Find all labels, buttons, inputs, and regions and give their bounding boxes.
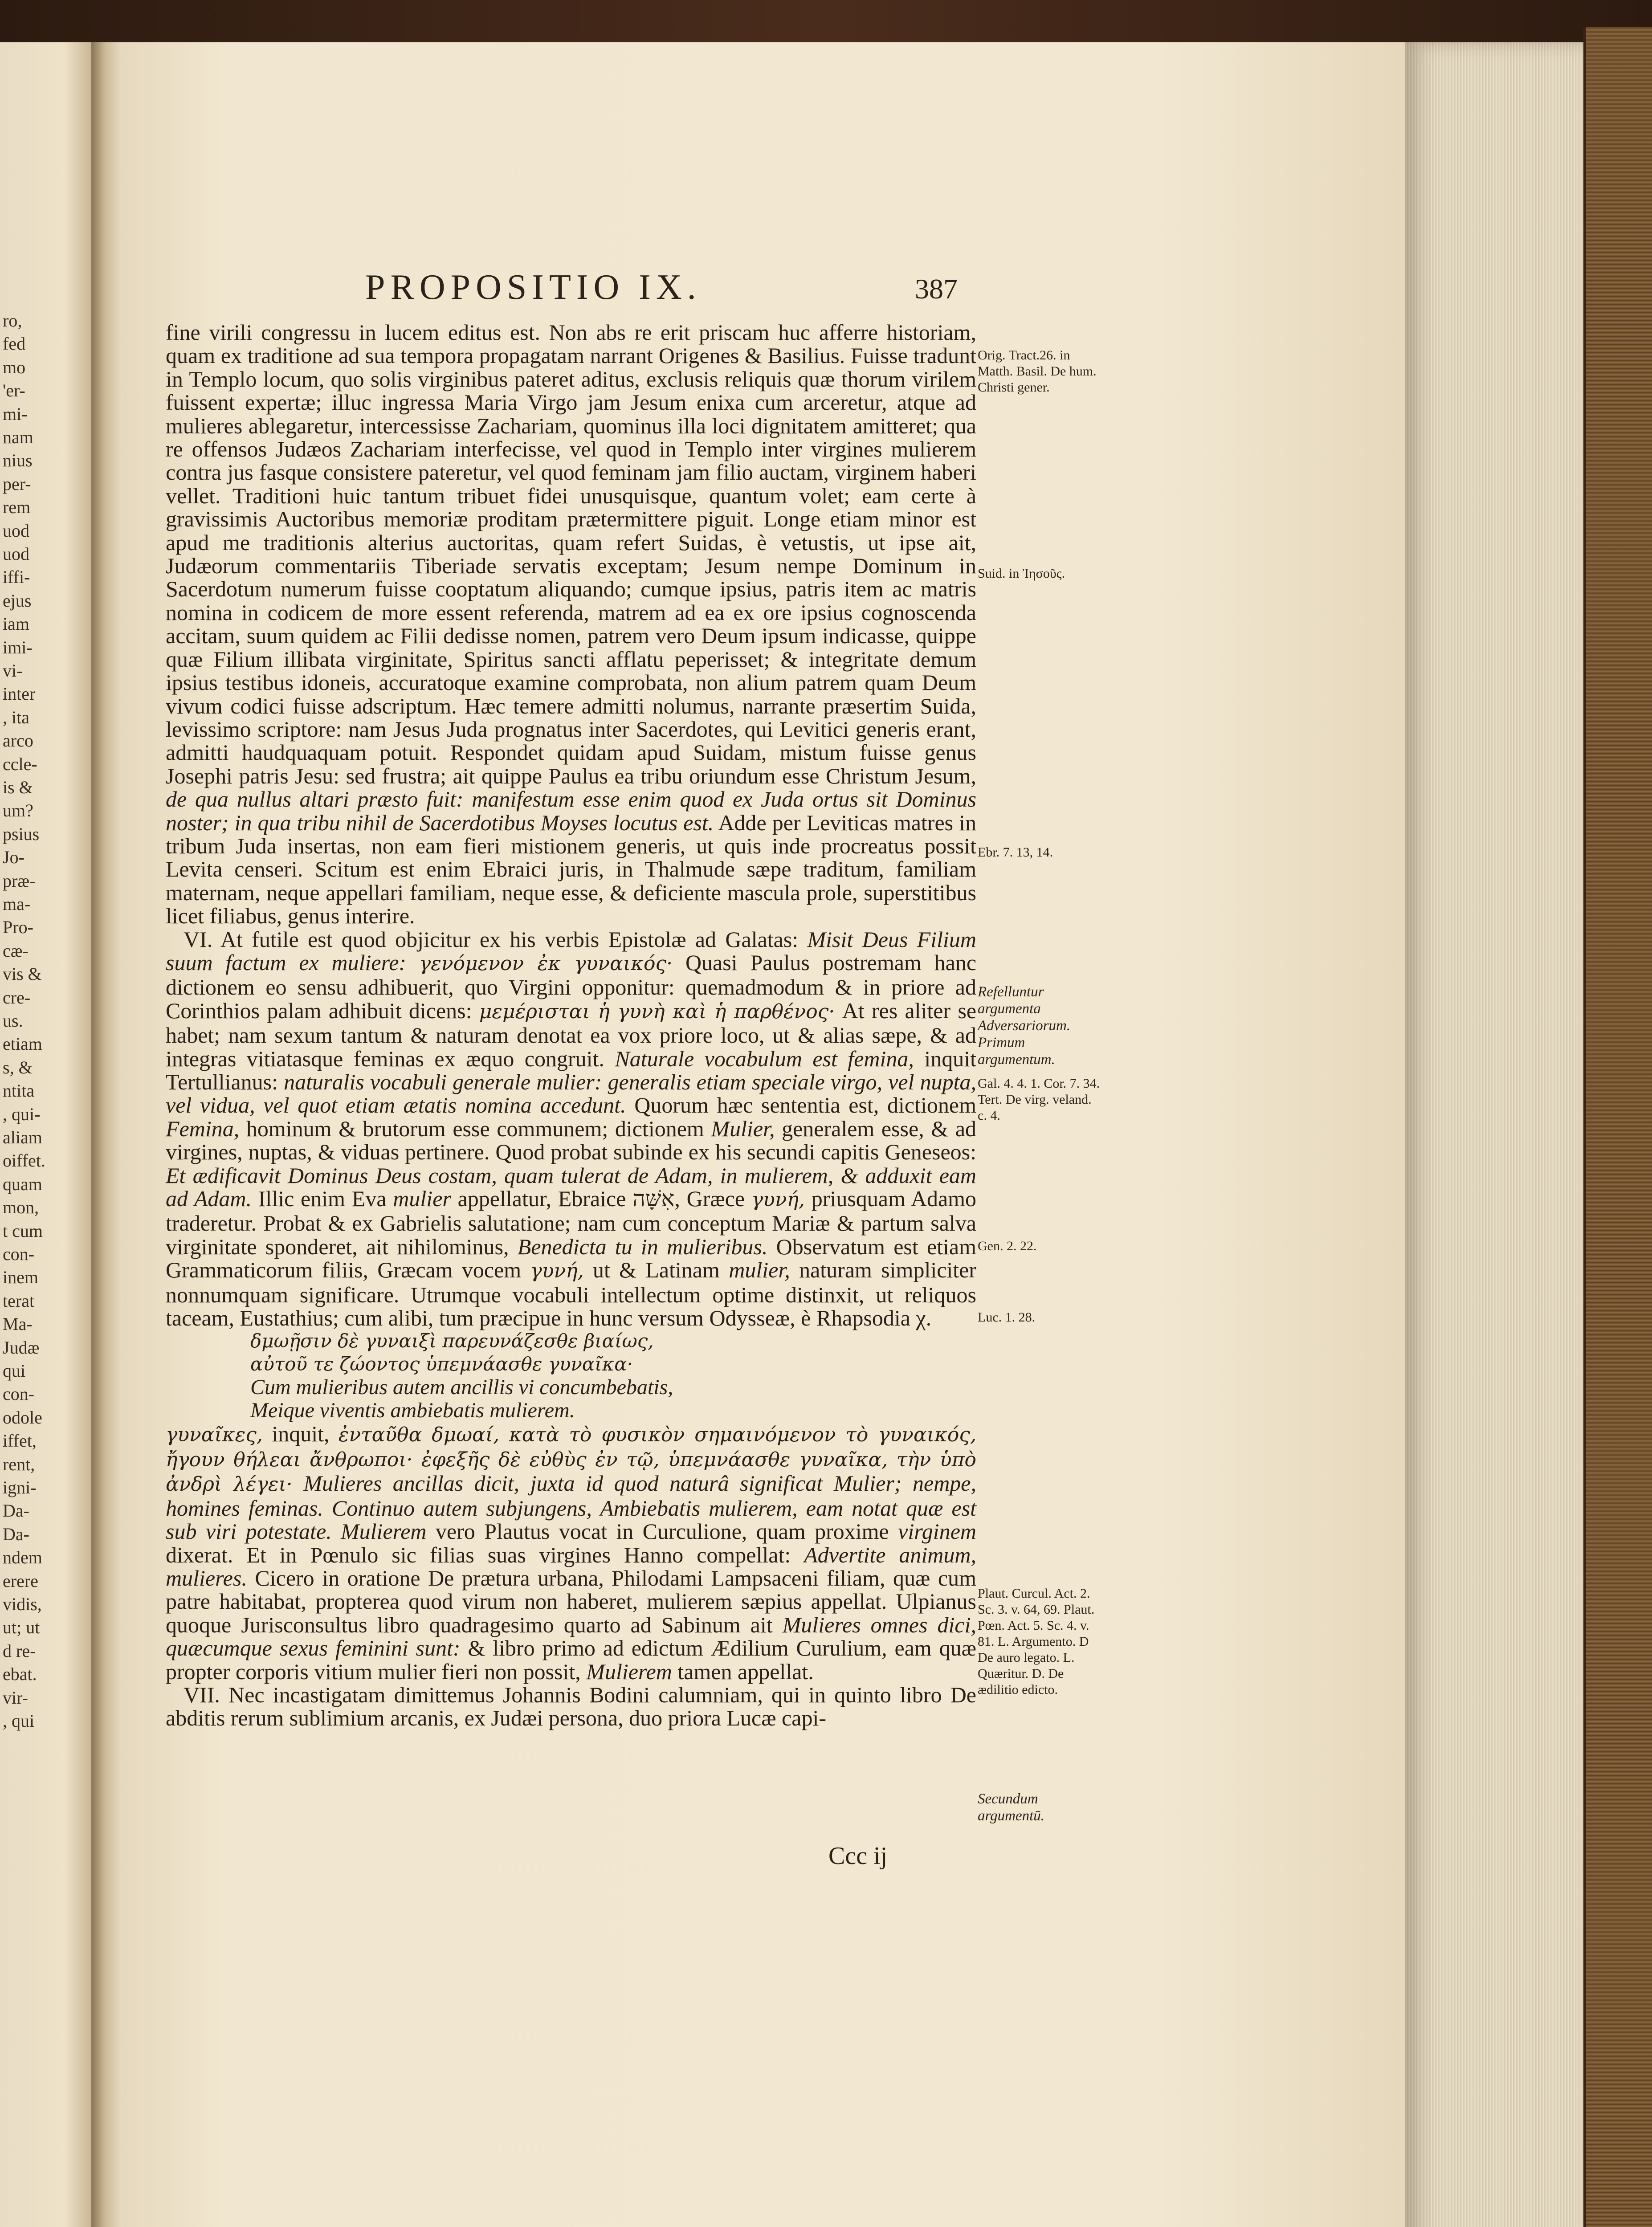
- left-page-fragment: ccle-: [3, 754, 37, 774]
- left-page-fragment: etiam: [3, 1034, 42, 1054]
- left-page-fragment: Ma-: [3, 1314, 33, 1334]
- signature-mark: Ccc ij: [828, 1842, 888, 1870]
- left-page-fragment: mi-: [3, 404, 28, 424]
- text-run: ut & Latinam: [592, 1257, 720, 1283]
- quote-italic: Advertite animum, mulieres.: [166, 1542, 977, 1591]
- left-page-fragment: ma-: [3, 894, 31, 914]
- text-run: naturam simpliciter nonnumquam significare. Utrumque vocabuli intellectum optime distinxit, ut reliquos taceam, Eustathius; cum alibi, tum præcipue in hunc versum Odysseæ, è Rhapsodia χ.: [166, 1257, 977, 1331]
- section-vi: [166, 928, 976, 1330]
- main-text: [166, 321, 976, 1730]
- left-page-fragment: iffet,: [3, 1431, 37, 1451]
- left-page-fragment: cre-: [3, 987, 31, 1007]
- paragraph-eustathius: [166, 1422, 976, 1683]
- margin-note-hebrews: Ebr. 7. 13, 14.: [978, 845, 1053, 860]
- margin-note-galatians: Gal. 4. 4. 1. Cor. 7. 34. Tert. De virg. veland. c. 4.: [978, 1076, 1100, 1123]
- left-page-fragment: vir-: [3, 1687, 28, 1708]
- verse-quotation: [250, 1330, 976, 1422]
- left-page-fragment: ro,: [3, 310, 22, 330]
- left-page: [0, 42, 91, 2227]
- greek-quote: γυνή,: [751, 1188, 805, 1211]
- text-run: inquit,: [272, 1421, 330, 1447]
- left-page-fragment: arco: [3, 730, 33, 751]
- text-run: & libro primo ad edictum Ædilium Curulium, eam quæ propter corporis vitium mulier fieri non possit,: [166, 1636, 977, 1684]
- text-run: Quasi Paulus postremam hanc dictionem eo sensu adhibuerit, quo Virgini opponitur: quemadmodum & in priore ad Corinthios palam adhibuit dicens:: [166, 950, 977, 1023]
- quote-italic: de qua nullus altari præsto fuit: manifestum esse enim quod ex Juda ortus sit Dominus noster; in qua tribu nihil de Sacerdotibus Moyses locutus est.: [166, 787, 976, 835]
- left-page-fragment: us.: [3, 1011, 23, 1031]
- left-page-fragment: per-: [3, 473, 31, 494]
- left-page-fragment: Pro-: [3, 917, 33, 938]
- left-page-fragment: con-: [3, 1384, 35, 1404]
- left-page-fragment: con-: [3, 1244, 35, 1264]
- left-page-fragment: uod: [3, 520, 29, 541]
- greek-quote: μεμέρισται ἡ γυνὴ καὶ ἡ παρθένος·: [479, 1000, 835, 1023]
- left-page-fragment: terat: [3, 1290, 35, 1311]
- page-number: 387: [915, 273, 958, 305]
- quote-italic: Mulierem: [341, 1519, 427, 1544]
- quote-italic: virginem: [898, 1519, 977, 1544]
- quote-italic: Et ædificavit Dominus Deus costam, quam tulerat de Adam, in mulierem, & adduxit eam ad Adam.: [166, 1162, 976, 1211]
- left-page-fragment: Da-: [3, 1524, 29, 1544]
- margin-note-secundum: Secundum argumentū.: [978, 1791, 1045, 1824]
- left-page-fragment: psius: [3, 824, 40, 844]
- quote-italic: Mulieres omnes dici, quæcumque sexus feminini sunt:: [166, 1612, 976, 1661]
- gutter: [91, 42, 122, 2227]
- text-run: tamen appellat.: [677, 1659, 814, 1684]
- left-page-fragment: t cum: [3, 1220, 43, 1241]
- quote-italic: Mulierem: [586, 1659, 672, 1684]
- text-run: At res aliter se habet; nam sexum tantum & naturam denotat ea vox priore loco, ut & alias sæpe, & ad integras vitiatasque feminas ex æquo congruit.: [166, 998, 977, 1071]
- left-page-fragment: s, &: [3, 1057, 33, 1077]
- verse-line: Cum mulieribus autem ancillis vi concumbebatis,: [250, 1375, 673, 1399]
- left-page-fragment: nius: [3, 450, 33, 471]
- quote-italic: Mulieres ancillas dicit, juxta id quod naturâ significat Mulier; nempe, homines feminas. Continuo autem subjungens, Ambiebatis mulierem, eam notat quæ est sub viri potestate.: [166, 1471, 977, 1544]
- text-run: Quorum hæc sententia est, dictionem: [634, 1093, 976, 1118]
- margin-note-origen: Orig. Tract.26. in Matth. Basil. De hum. Christi gener.: [978, 348, 1097, 395]
- verse-line: Meique viventis ambiebatis mulierem.: [250, 1399, 575, 1423]
- left-page-fragment: vidis,: [3, 1594, 42, 1614]
- text-run: Illic enim Eva: [258, 1186, 387, 1211]
- left-page-fragment: oiffet.: [3, 1150, 45, 1171]
- paragraph-1: [166, 321, 976, 928]
- left-page-fragment: igni-: [3, 1477, 37, 1497]
- quote-italic: naturalis vocabuli generale mulier: generalis etiam speciale virgo, vel nupta, vel vidua, vel quot etiam ætatis nomina accedunt.: [166, 1069, 977, 1118]
- left-page-fragment: præ-: [3, 870, 36, 891]
- text-run: inquit Tertullianus:: [166, 1046, 977, 1094]
- quote-italic: Misit Deus Filium suum factum ex muliere:: [166, 926, 976, 975]
- margin-note-plautus: Plaut. Curcul. Act. 2. Sc. 3. v. 64, 69. Plaut. Pœn. Act. 5. Sc. 4. v. 81. L. Argumento. D De auro legato. L. Quæritur. D. De ædilitio edicto.: [978, 1586, 1095, 1697]
- text-run: Observatum est etiam Grammaticorum filiis, Græcam vocem: [166, 1234, 977, 1283]
- left-page-fragment: vis &: [3, 964, 42, 984]
- left-page-fragment: inem: [3, 1267, 38, 1288]
- greek-quote: γυναῖκες,: [166, 1423, 263, 1447]
- text-run: Adde per Leviticas matres in tribum Juda insertas, non eam fieri mistionem generis, ut quis inde procreatus possit Levita censeri. Scitum est enim Ebraici juris, in Thalmude sæpe traditum, familiam maternam, neque appellari familiam, neque esse, & deficiente masculа prole, superstitibus licet filiabus, genus interire.: [166, 810, 976, 929]
- text-run: hominum & brutorum esse communem; dictionem: [246, 1116, 704, 1141]
- left-page-fragment: Da-: [3, 1501, 29, 1521]
- verse-line: δμωῇσιν δὲ γυναιξὶ παρευνάζεσθε βιαίως,: [250, 1330, 654, 1352]
- text-run: Cicero in oratione De prætura urbana, Philodami Lampsaceni filiam, quæ cum patre habitabat, propterea quod virum non haberet, mulierem sæpius appellat. Ulpianus quoque Jurisconsultus libro quadragesimo quarto ad Sabinum ait: [166, 1565, 976, 1637]
- quote-italic: Mulier,: [711, 1116, 775, 1141]
- text-run: priusquam Adamo traderetur. Probat & ex Gabrielis salutatione; nam cum conceptum Mariæ & partum salva virginitate sponderet, ait nihilominus,: [166, 1186, 977, 1259]
- left-page-fragment: , qui-: [3, 1104, 41, 1124]
- left-page-fragment: ut; ut: [3, 1617, 40, 1638]
- quote-italic: Femina,: [166, 1116, 240, 1141]
- margin-note-genesis: Gen. 2. 22.: [978, 1239, 1037, 1253]
- left-page-fragment: qui: [3, 1361, 26, 1381]
- left-page-fragment: d re-: [3, 1640, 36, 1661]
- margin-note-luke: Luc. 1. 28.: [978, 1310, 1036, 1325]
- running-head: PROPOSITIO IX.: [365, 268, 702, 307]
- left-page-fragment: nam: [3, 427, 33, 447]
- left-page-fragment: imi-: [3, 637, 33, 657]
- left-page-fragment: ejus: [3, 590, 32, 611]
- left-page-fragment: iam: [3, 614, 29, 634]
- text-run: appellatur, Ebraice אִשָּׁה, Græce: [457, 1186, 745, 1211]
- left-page-fragment: aliam: [3, 1127, 42, 1147]
- left-page-fragment: rem: [3, 497, 31, 518]
- left-page-fragment: is &: [3, 777, 33, 797]
- quote-italic: Naturale vocabulum est femina,: [615, 1046, 914, 1071]
- greek-quote: γυνή,: [530, 1260, 584, 1283]
- text-run: fine virili congressu in lucem editus est. Non abs re erit priscam huc afferre historiam, quam ex traditione ad sua tempora propagatam narrant Origenes & Basilius. Fuisse tradunt in Templo locum, quo solis virginibus pateret aditus, exclusis reliquis quæ thorum virilem fuissent expertæ; illuc ingressa Maria Virgo jam Jesum enixa cum arceretur, atque ad mulieres ablegaretur, intercessisse Zachariam, quominus illa loci dignitatem amitteret; qua re offensos Judæos Zachariam interfecisse, vel quod in Templo inter virgines mulierem contra jus fasque consistere pateretur, vel quod feminam jam filio auctam, virginem haberi vellet. Traditioni huic tantum tribuet fidei unusquisque, quantum volet; eam certe à gravissimis Auctoribus memoriæ proditam prætermittere piguit. Longe etiam minor est apud me traditionis alterius auctoritas, quam refert Suidas, è vetustis, ut ipse ait, Judæorum commentariis Tiberiade servatis exceptam; Jesum nempe Dominum in Sacerdotum numerum fuisse cooptatum aliquando; cumque ipsius, patris item ac matris nomina in codicem de more essent referenda, matrem ad ea ex ore ipsius cognoscenda accitam, suum quidem ac Filii dedisse nomen, patrem vero Deum ipsum indicasse, quippe quæ Filium illibata virginitate, Spiritus sancti afflatu peperisset; & integritate demum ipsius testibus idoneis, accuratoque examine comprobata, non alium patrem quam Deum vivum codici fuisse adscriptum. Hæc temere admitti nolumus, narrante præsertim Suida, levissimo scriptore: nam Jesus Juda prognatus inter Sacerdotes, qui Levitici generis erant, admitti haudquaquam potuit. Respondet quidam apud Suidam, mistum fuisse genus Josephi patris Jesu: sed frustra; ait quippe Paulus ea tribu oriundum esse Christum Jesum,: [166, 320, 976, 788]
- left-page-fragment: iffi-: [3, 567, 30, 587]
- verse-line: αὐτοῦ τε ζώοντος ὑπεμνάασθε γυναῖκα·: [250, 1353, 633, 1375]
- left-page-fragment: fed: [3, 334, 26, 354]
- left-page-fragment: um?: [3, 800, 33, 821]
- left-page-fragment: ebat.: [3, 1664, 37, 1685]
- text-run: vero Plautus vocat in Curculione, quam proxime: [435, 1519, 889, 1544]
- left-page-fragment: cæ-: [3, 940, 29, 961]
- left-page-fragment: mon,: [3, 1197, 39, 1218]
- left-page-fragment: ndem: [3, 1547, 42, 1568]
- quote-italic: mulier,: [729, 1257, 790, 1283]
- quote-italic: Benedicta tu in mulieribus.: [517, 1234, 768, 1259]
- left-page-fragment: uod: [3, 544, 29, 564]
- greek-quote: γενόμενον ἐκ γυναικός·: [419, 952, 673, 975]
- margin-note-argumenta: Refelluntur argumenta Adversariorum. Primum argumentum.: [978, 984, 1071, 1068]
- greek-quote: ἐνταῦθα δμωαί, κατὰ τὸ φυσικὸν σημαινόμενον τὸ γυναικός, ἤγουν θήλεαι ἄνθρωποι· ἐφεξῆς δὲ εὐθὺς ἐν τῷ, ὑπεμνάασθε γυναῖκα, τὴν ὑπὸ ἀνδρὶ λέγει·: [166, 1423, 976, 1496]
- left-page-fragment: ntita: [3, 1081, 35, 1101]
- left-page-fragment: , ita: [3, 707, 29, 727]
- page-fore-edge: [1405, 42, 1583, 2227]
- margin-note-suidas: Suid. in Ἰησοῦς.: [978, 566, 1065, 581]
- left-page-fragment: , qui: [3, 1711, 35, 1731]
- section-vii: [166, 1683, 976, 1730]
- spine-cover-edge: [1583, 27, 1652, 2227]
- left-page-fragment: mo: [3, 357, 26, 377]
- left-page-fragment: vi-: [3, 661, 23, 681]
- left-page-fragment: 'er-: [3, 380, 25, 401]
- left-page-fragment: Judæ: [3, 1337, 40, 1358]
- text-run: VI. At futile est quod objicitur ex his verbis Epistolæ ad Galatas:: [184, 926, 799, 952]
- text-run: VII. Nec incastigatam dimittemus Johannis Bodini calumniam, qui in quinto libro De abditis rerum sublimium arcanis, ex Judæi persona, duo priora Lucæ capi-: [166, 1682, 976, 1731]
- left-page-fragment: quam: [3, 1174, 42, 1194]
- left-page-fragment: inter: [3, 684, 36, 704]
- left-page-fragment: erere: [3, 1570, 38, 1591]
- quote-italic: mulier: [393, 1186, 451, 1211]
- text-run: dixerat. Et in Pœnulo sic filias suas virgines Hanno compellat:: [166, 1542, 791, 1567]
- text-run: generalem esse, & ad virgines, nuptas, & viduas pertinere. Quod probat subinde ex his secundi capitis Geneseos:: [166, 1116, 977, 1165]
- left-page-fragment: rent,: [3, 1454, 35, 1474]
- left-page-fragment: odole: [3, 1407, 42, 1428]
- left-page-fragment: Jo-: [3, 847, 24, 868]
